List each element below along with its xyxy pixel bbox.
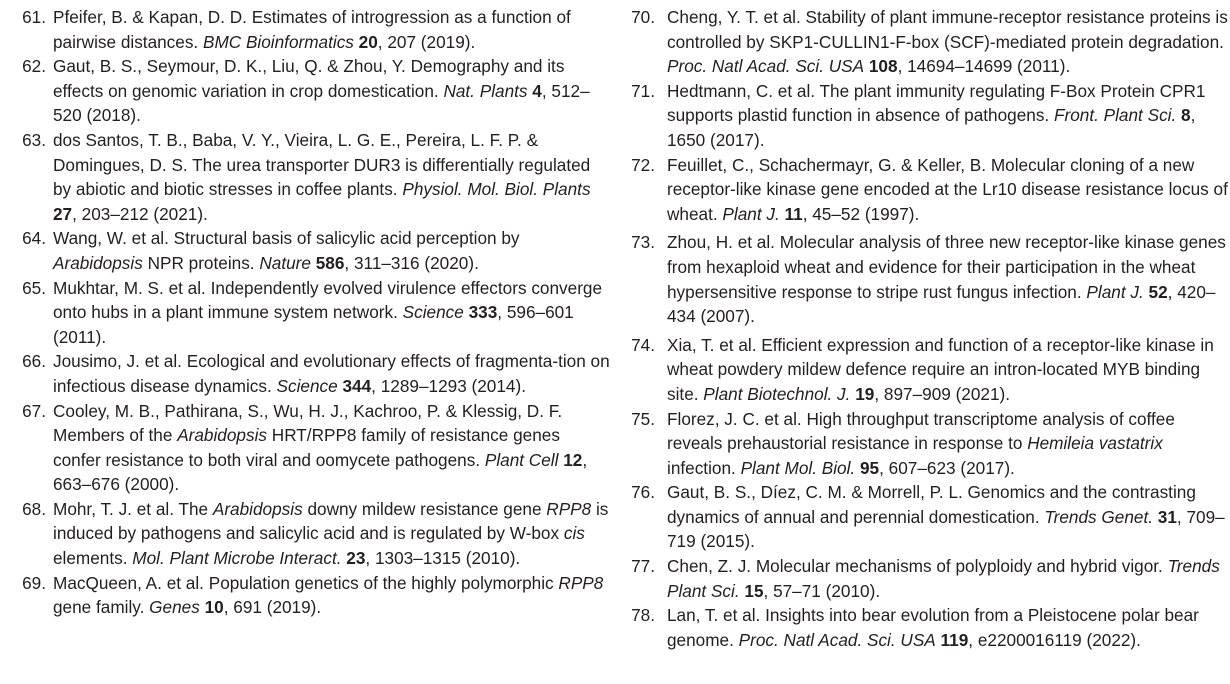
text-run: Florez, J. C. et al. High throughput transcriptome analysis of coffee reveals prehaustorial resistance in response to — [667, 408, 1175, 454]
reference-number: 75. — [631, 408, 655, 429]
text-run: Pfeifer, B. & Kapan, D. D. Estimates of introgression as a function of pairwise distances. — [53, 7, 571, 52]
reference-entry — [0, 5, 610, 54]
text-run: , 1303–1315 (2010). — [365, 548, 521, 569]
italic-run: Nature — [259, 252, 311, 273]
reference-entry — [0, 497, 610, 571]
italic-run: Plant Mol. Biol. — [740, 457, 856, 478]
text-run: Cooley, M. B., Pathirana, S., Wu, H. J., Kachroo, P. & Klessig, D. F. Members of the — [53, 400, 563, 446]
reference-number: 66. — [22, 351, 46, 372]
text-run: , 207 (2019). — [377, 31, 476, 52]
reference-number: 73. — [631, 232, 655, 253]
italic-run: Proc. Natl Acad. Sci. USA — [667, 56, 865, 77]
text-run: , 663–676 (2000). — [53, 449, 588, 495]
reference-entry — [615, 230, 1230, 328]
reference-number: 61. — [22, 7, 46, 27]
bold-run: 11 — [784, 203, 803, 224]
italic-run: Trends Genet. — [1044, 506, 1153, 527]
italic-run: Plant Biotechnol. J. — [703, 383, 851, 404]
reference-column-right — [615, 5, 1230, 652]
bold-run: 586 — [315, 252, 345, 273]
text-run: Gaut, B. S., Seymour, D. K., Liu, Q. & Zhou, Y. Demography and its effects on genomic variation in crop domestication. — [53, 56, 565, 101]
reference-text — [667, 79, 1230, 153]
italic-run: Front. Plant Sci. — [1053, 105, 1177, 126]
reference-number: 71. — [631, 80, 655, 101]
text-run: Feuillet, C., Schachermayr, G. & Keller, B. Molecular cloning of a new receptor-like kinase gene encoded at the Lr10 disease resistance locus of wheat. — [667, 154, 1228, 224]
reference-text — [53, 349, 610, 398]
bold-run: 31 — [1157, 506, 1177, 527]
reference-text — [53, 399, 610, 497]
italic-run: Mol. Plant Microbe Interact. — [132, 548, 342, 569]
text-run: Xia, T. et al. Efficient expression and function of a receptor-like kinase in wheat powdery mildew defence require an intron-located MYB binding site. — [667, 334, 1214, 404]
italic-run: Science — [276, 375, 338, 396]
reference-number: 70. — [631, 7, 655, 27]
italic-run: RPP8 — [558, 572, 604, 593]
text-run: , 14694–14699 (2011). — [897, 56, 1071, 77]
reference-entry — [615, 79, 1230, 153]
text-run: Zhou, H. et al. Molecular analysis of three new receptor-like kinase genes from hexaploid wheat and evidence for their participation in the wheat hypersensitive response to stripe rust fungus infection. — [667, 232, 1226, 302]
italic-run: Nat. Plants — [443, 80, 528, 101]
italic-run: Science — [402, 302, 464, 323]
reference-number: 72. — [631, 154, 655, 175]
reference-entry — [615, 5, 1230, 79]
reference-text — [667, 603, 1230, 652]
reference-entry — [0, 226, 610, 275]
text-run: Mukhtar, M. S. et al. Independently evolved virulence effectors converge onto hubs in a plant immune system network. — [53, 277, 603, 323]
reference-entry — [615, 333, 1230, 407]
reference-number: 69. — [22, 572, 46, 593]
text-run: Jousimo, J. et al. Ecological and evolutionary effects of fragmenta-tion on infectious disease dynamics. — [53, 351, 610, 396]
italic-run: Plant J. — [1086, 281, 1144, 302]
text-run: , 45–52 (1997). — [802, 203, 920, 224]
reference-entry — [0, 349, 610, 398]
reference-entry — [615, 153, 1230, 227]
reference-entry — [615, 407, 1230, 481]
bold-run: 4 — [532, 80, 542, 101]
reference-text — [53, 128, 610, 226]
text-run: Mohr, T. J. et al. The — [53, 498, 213, 519]
text-run: , 1650 (2017). — [667, 105, 1196, 150]
bold-run: 52 — [1148, 281, 1168, 302]
italic-run: Hemileia vastatrix — [1027, 433, 1163, 454]
text-run: Cheng, Y. T. et al. Stability of plant immune-receptor resistance proteins is controlled by SKP1-CULLIN1-F-box (SCF)-mediated protein degradation. — [667, 7, 1228, 52]
text-run: Lan, T. et al. Insights into bear evolution from a Pleistocene polar bear genome. — [667, 605, 1199, 650]
bold-run: 344 — [342, 375, 372, 396]
reference-text — [53, 497, 610, 571]
reference-entry — [615, 603, 1230, 652]
text-run: Gaut, B. S., Díez, C. M. & Morrell, P. L. Genomics and the contrasting dynamics of annual and perennial domestication. — [667, 482, 1196, 527]
text-run: downy mildew resistance gene — [302, 498, 547, 519]
reference-text — [53, 226, 610, 275]
reference-number: 64. — [22, 228, 46, 249]
reference-text — [53, 276, 610, 350]
reference-text — [667, 554, 1230, 603]
reference-number: 63. — [22, 129, 46, 150]
bold-run: 108 — [868, 56, 898, 77]
text-run: , 897–909 (2021). — [874, 383, 1011, 404]
text-run: NPR proteins. — [142, 252, 260, 273]
reference-text — [667, 407, 1230, 481]
text-run: is induced by pathogens and salicylic acid and is regulated by W-box — [53, 498, 609, 544]
text-run: gene family. — [53, 597, 150, 618]
reference-text — [667, 5, 1230, 79]
bold-run: 333 — [468, 302, 498, 323]
text-run: Chen, Z. J. Molecular mechanisms of polyploidy and hybrid vigor. — [667, 556, 1168, 577]
reference-number: 76. — [631, 482, 655, 503]
text-run: dos Santos, T. B., Baba, V. Y., Vieira, L. G. E., Pereira, L. F. P. & Domingues, D. S. The urea transporter DUR3 is differentially regulated by abiotic and biotic stresses in coffee plants. — [53, 129, 591, 200]
reference-text — [53, 54, 610, 128]
reference-text — [53, 5, 610, 54]
italic-run: Physiol. Mol. Biol. Plants — [402, 179, 591, 200]
text-run: , e2200016119 (2022). — [968, 629, 1141, 650]
reference-entry — [0, 399, 610, 497]
text-run: , 203–212 (2021). — [72, 203, 208, 224]
text-run: , 596–601 (2011). — [53, 302, 574, 347]
bold-run: 12 — [563, 449, 583, 470]
text-run: MacQueen, A. et al. Population genetics of the highly polymorphic — [53, 572, 559, 593]
reference-entry — [0, 571, 610, 620]
italic-run: Plant Cell — [484, 449, 559, 470]
reference-entry — [615, 480, 1230, 554]
text-run: , 607–623 (2017). — [879, 457, 1015, 478]
bold-run: 20 — [358, 31, 378, 52]
text-run: , 420–434 (2007). — [667, 281, 1216, 327]
italic-run: Genes — [149, 597, 200, 618]
reference-entry — [615, 554, 1230, 603]
text-run: , 311–316 (2020). — [344, 252, 479, 273]
text-run: , 57–71 (2010). — [763, 580, 881, 601]
bold-run: 23 — [346, 548, 366, 569]
reference-text — [667, 153, 1230, 227]
italic-run: BMC Bioinformatics — [202, 31, 354, 52]
text-run: , 691 (2019). — [223, 597, 322, 618]
reference-number: 77. — [631, 556, 655, 577]
bold-run: 95 — [860, 457, 880, 478]
text-run: Hedtmann, C. et al. The plant immunity regulating F-Box Protein CPR1 supports plastid function in absence of pathogens. — [667, 80, 1206, 126]
italic-run: Proc. Natl Acad. Sci. USA — [738, 629, 936, 650]
text-run: , 1289–1293 (2014). — [371, 375, 526, 396]
reference-number: 67. — [22, 400, 46, 421]
italic-run: Arabidopsis — [177, 425, 267, 446]
italic-run: Plant J. — [722, 203, 780, 224]
reference-entry — [0, 54, 610, 128]
reference-number: 62. — [22, 56, 46, 77]
italic-run: cis — [563, 523, 585, 544]
reference-text — [667, 333, 1230, 407]
bold-run: 15 — [744, 580, 764, 601]
bold-run: 119 — [940, 629, 969, 650]
text-run: HRT/RPP8 family of resistance genes confer resistance to both viral and oomycete pathogens. — [53, 425, 560, 470]
reference-number: 74. — [631, 334, 655, 355]
italic-run: Arabidopsis — [212, 498, 303, 519]
text-run: , 709–719 (2015). — [667, 506, 1225, 552]
text-run: elements. — [53, 548, 133, 569]
italic-run: Arabidopsis — [53, 252, 143, 273]
text-run: Wang, W. et al. Structural basis of salicylic acid perception by — [53, 228, 520, 249]
reference-entry — [0, 276, 610, 350]
bold-run: 10 — [204, 597, 224, 618]
text-run: infection. — [667, 457, 741, 478]
reference-number: 65. — [22, 277, 46, 298]
reference-text — [667, 480, 1230, 554]
bold-run: 8 — [1181, 105, 1191, 126]
reference-number: 78. — [631, 605, 655, 626]
reference-text — [667, 230, 1230, 328]
reference-column-left — [0, 5, 610, 620]
reference-entry — [0, 128, 610, 226]
bold-run: 27 — [53, 203, 73, 224]
italic-run: Trends Plant Sci. — [667, 556, 1220, 601]
text-run: , 512–520 (2018). — [53, 80, 590, 126]
reference-number: 68. — [22, 498, 46, 519]
reference-text — [53, 571, 610, 620]
bold-run: 19 — [855, 383, 875, 404]
italic-run: RPP8 — [546, 498, 592, 519]
